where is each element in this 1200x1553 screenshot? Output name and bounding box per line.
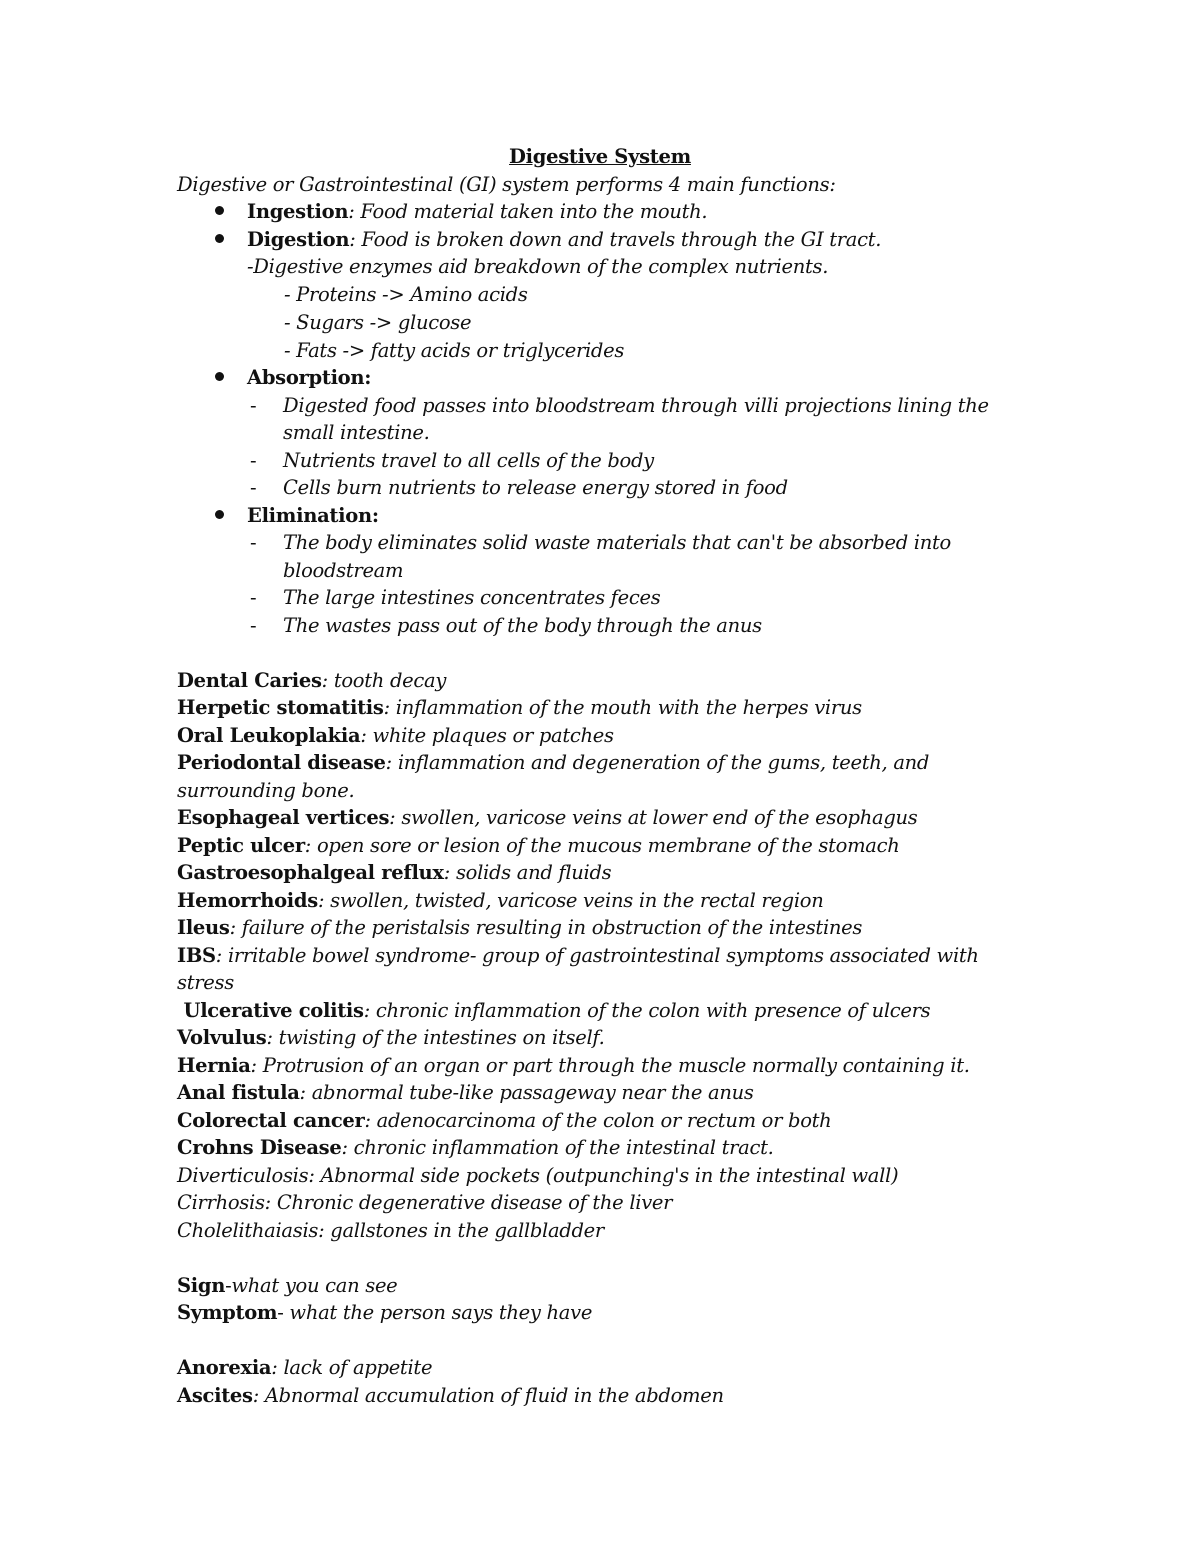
- glossary-entry: Diverticulosis: Abnormal side pockets (outpunching's in the intestinal wall): [177, 1164, 899, 1187]
- glossary-entry: Cirrhosis: Chronic degenerative disease of the liver: [177, 1191, 673, 1214]
- absorption-item: Digested food passes into bloodstream through villi projections lining the: [283, 394, 989, 417]
- glossary-entry: Volvulus: twisting of the intestines on itself.: [177, 1026, 605, 1049]
- glossary-entry: Herpetic stomatitis: inflammation of the mouth with the herpes virus: [177, 696, 862, 719]
- intro-text: Digestive or Gastrointestinal (GI) system performs 4 main functions:: [177, 173, 836, 196]
- digestion-note: -Digestive enzymes aid breakdown of the complex nutrients.: [247, 255, 829, 278]
- glossary-entry: Cholelithaiasis: gallstones in the gallbladder: [177, 1219, 604, 1242]
- glossary-entry: Ileus: failure of the peristalsis resulting in obstruction of the intestines: [177, 916, 863, 939]
- glossary-entry: Esophageal vertices: swollen, varicose veins at lower end of the esophagus: [177, 806, 918, 829]
- absorption-item: Cells burn nutrients to release energy stored in food: [283, 476, 788, 499]
- glossary-entry: stress: [177, 971, 234, 994]
- digestion-note: - Fats -> fatty acids or triglycerides: [284, 339, 625, 362]
- function-ingestion: Ingestion: Food material taken into the mouth.: [247, 200, 708, 223]
- dash-marker: -: [250, 531, 257, 554]
- elimination-item: The wastes pass out of the body through the anus: [283, 614, 762, 637]
- glossary-entry: Ascites: Abnormal accumulation of fluid in the abdomen: [177, 1384, 724, 1407]
- absorption-item: Nutrients travel to all cells of the body: [283, 449, 654, 472]
- dash-marker: -: [250, 476, 257, 499]
- symptom-entry: Symptom- what the person says they have: [177, 1301, 593, 1324]
- dash-marker: -: [250, 586, 257, 609]
- glossary-entry: surrounding bone.: [177, 779, 355, 802]
- function-elimination: Elimination:: [247, 504, 379, 527]
- elimination-item: bloodstream: [283, 559, 404, 582]
- bullet-icon: [215, 234, 224, 243]
- glossary-entry: Gastroesophalgeal reflux: solids and fluids: [177, 861, 612, 884]
- page-title: Digestive System: [509, 145, 691, 168]
- function-digestion: Digestion: Food is broken down and travels through the GI tract.: [247, 228, 882, 251]
- glossary-entry: Oral Leukoplakia: white plaques or patches: [177, 724, 614, 747]
- glossary-entry: Anal fistula: abnormal tube-like passageway near the anus: [177, 1081, 754, 1104]
- digestion-note: - Proteins -> Amino acids: [284, 283, 528, 306]
- absorption-item: small intestine.: [283, 421, 430, 444]
- elimination-item: The body eliminates solid waste materials that can't be absorbed into: [283, 531, 951, 554]
- sign-entry: Sign-what you can see: [177, 1274, 398, 1297]
- bullet-icon: [215, 206, 224, 215]
- glossary-entry: Hernia: Protrusion of an organ or part through the muscle normally containing it.: [177, 1054, 970, 1077]
- dash-marker: -: [250, 394, 257, 417]
- glossary-entry: Periodontal disease: inflammation and degeneration of the gums, teeth, and: [177, 751, 930, 774]
- function-absorption: Absorption:: [247, 366, 372, 389]
- glossary-entry: Peptic ulcer: open sore or lesion of the mucous membrane of the stomach: [177, 834, 900, 857]
- glossary-entry: IBS: irritable bowel syndrome- group of gastrointestinal symptoms associated with: [177, 944, 979, 967]
- glossary-entry: Colorectal cancer: adenocarcinoma of the colon or rectum or both: [177, 1109, 832, 1132]
- glossary-entry: Dental Caries: tooth decay: [177, 669, 447, 692]
- glossary-entry: Hemorrhoids: swollen, twisted, varicose veins in the rectal region: [177, 889, 824, 912]
- glossary-entry: Crohns Disease: chronic inflammation of the intestinal tract.: [177, 1136, 774, 1159]
- glossary-entry: Ulcerative colitis: chronic inflammation of the colon with presence of ulcers: [177, 999, 931, 1022]
- dash-marker: -: [250, 614, 257, 637]
- digestion-note: - Sugars -> glucose: [284, 311, 472, 334]
- bullet-icon: [215, 510, 224, 519]
- glossary-entry: Anorexia: lack of appetite: [177, 1356, 433, 1379]
- elimination-item: The large intestines concentrates feces: [283, 586, 661, 609]
- bullet-icon: [215, 372, 224, 381]
- dash-marker: -: [250, 449, 257, 472]
